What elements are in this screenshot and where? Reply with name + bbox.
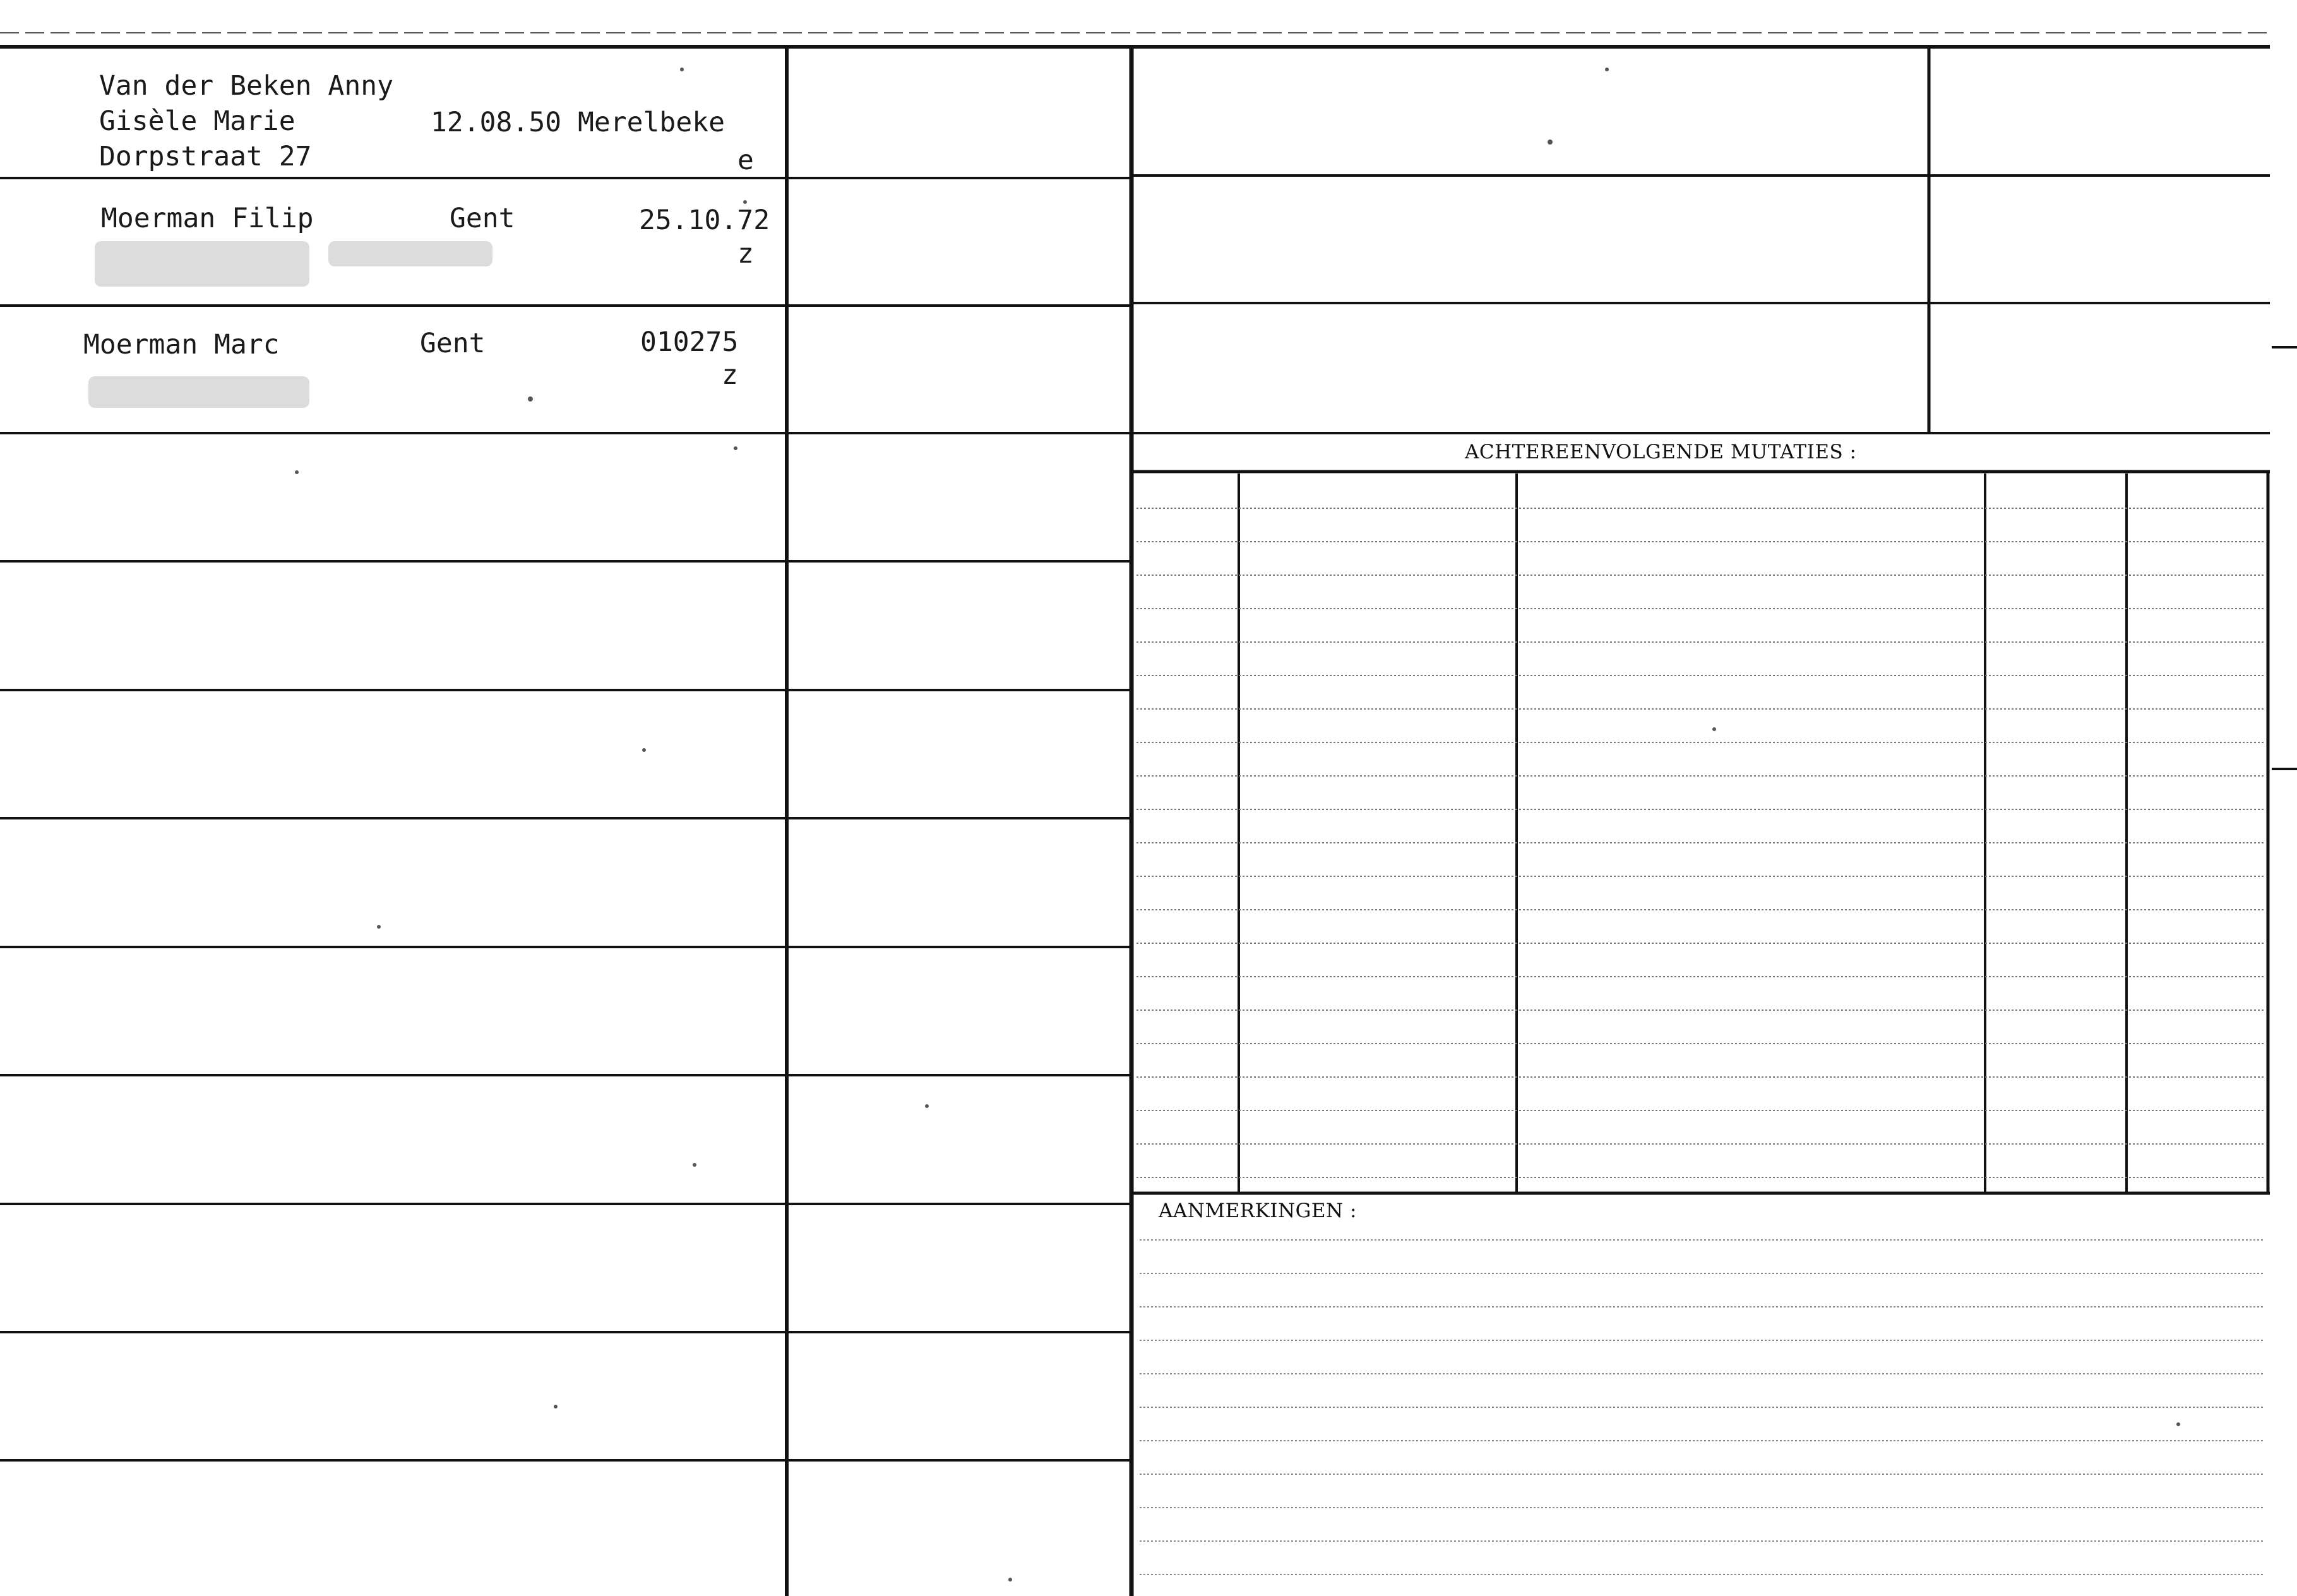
remarks-heading: AANMERKINGEN : [1159, 1200, 1357, 1222]
entry-1-birth: 12.08.50 Merelbeke [431, 107, 725, 138]
entry-1-address: Dorpstraat 27 [99, 141, 312, 172]
edge-marks [2272, 347, 2297, 769]
entry-2-name: Moerman Filip [101, 203, 314, 234]
entry-2-date: 25.10.72 [639, 205, 770, 236]
right-row-lines [1131, 176, 2270, 433]
left-row-lines [0, 178, 1131, 1460]
entry-1-surname: Van der Beken Anny [99, 70, 393, 102]
entry-2-place: Gent [450, 203, 515, 234]
redacted-area [88, 241, 492, 408]
mutations-table [1131, 472, 2270, 1193]
entry-3-name: Moerman Marc [83, 329, 280, 360]
entry-1-code: e [737, 145, 754, 176]
entry-3-code: z [722, 359, 738, 391]
entry-2-code: z [737, 238, 754, 270]
remarks-lines [1140, 1240, 2264, 1575]
entry-1 [99, 70, 754, 176]
entry-3-date: 010275 [640, 326, 739, 358]
mutations-heading: ACHTEREENVOLGENDE MUTATIES : [1465, 441, 1857, 463]
entry-3-place: Gent [420, 328, 486, 359]
entry-1-given-names: Gisèle Marie [99, 105, 295, 137]
